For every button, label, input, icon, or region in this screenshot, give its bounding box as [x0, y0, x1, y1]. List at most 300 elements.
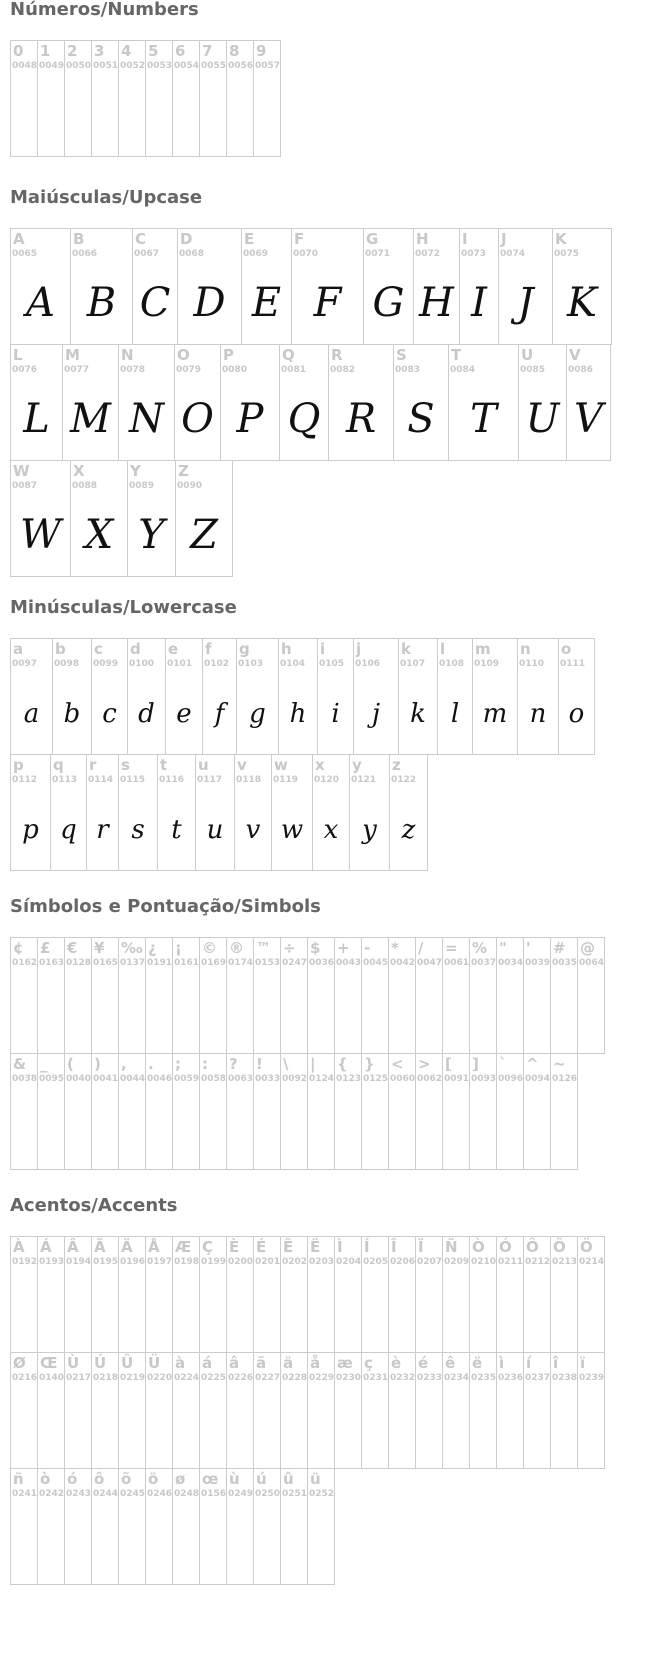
glyph-code: 0128 [66, 958, 92, 968]
glyph-sample: b [63, 699, 81, 729]
glyph-label: K [555, 230, 567, 248]
glyph-cell [226, 1236, 254, 1353]
glyph-code: 0037 [471, 958, 497, 968]
glyph-cell [558, 638, 595, 755]
glyph-sample: L [23, 396, 50, 442]
glyph-row [10, 937, 661, 1053]
glyph-label: Ã [94, 1238, 106, 1256]
glyph-label: u [198, 756, 209, 774]
glyph-cell [334, 1053, 362, 1170]
glyph-cell [280, 937, 308, 1054]
glyph-sample: a [23, 699, 40, 729]
glyph-code: 0066 [72, 249, 98, 259]
glyph-code: 0098 [54, 659, 80, 669]
glyph-code: 0072 [415, 249, 441, 259]
glyph-code: 0226 [228, 1373, 254, 1383]
glyph-cell [10, 638, 53, 755]
section-upcase [10, 188, 661, 576]
glyph-label: õ [121, 1470, 132, 1488]
glyph-cell [291, 228, 364, 345]
glyph-cell [10, 460, 71, 577]
glyph-code: 0052 [120, 61, 146, 71]
glyph-cell [577, 1236, 605, 1353]
glyph-label: v [237, 756, 247, 774]
glyph-cell [37, 1236, 65, 1353]
glyph-label: c [94, 640, 103, 658]
glyph-label: Ä [121, 1238, 133, 1256]
glyph-code: 0230 [336, 1373, 362, 1383]
glyph-label: ü [310, 1470, 321, 1488]
glyph-cell [172, 937, 200, 1054]
glyph-label: : [202, 1055, 208, 1073]
glyph-code: 0103 [238, 659, 264, 669]
glyph-sample: C [139, 280, 171, 326]
glyph-label: æ [337, 1354, 353, 1372]
glyph-label: Â [67, 1238, 79, 1256]
glyph-label: q [53, 756, 64, 774]
glyph-code: 0088 [72, 481, 98, 491]
glyph-label: ‰ [121, 939, 143, 957]
glyph-sample: u [206, 815, 224, 845]
glyph-code: 0040 [66, 1074, 92, 1084]
glyph-code: 0115 [120, 775, 146, 785]
glyph-label: ç [364, 1354, 373, 1372]
glyph-cell [361, 937, 389, 1054]
glyph-code: 0117 [197, 775, 223, 785]
glyph-cell [199, 1352, 227, 1469]
glyph-label: T [451, 346, 462, 364]
glyph-code: 0201 [255, 1257, 281, 1267]
glyph-label: - [364, 939, 371, 957]
glyph-sample: P [236, 396, 264, 442]
glyph-cell [91, 1352, 119, 1469]
glyph-label: O [177, 346, 190, 364]
glyph-label: à [175, 1354, 186, 1372]
glyph-label: í [526, 1354, 532, 1372]
glyph-label: ø [175, 1470, 186, 1488]
glyph-label: ù [229, 1470, 240, 1488]
glyph-cell [552, 228, 612, 345]
glyph-sample: Z [190, 512, 218, 558]
glyph-cell [496, 1236, 524, 1353]
glyph-code: 0116 [159, 775, 185, 785]
glyph-cell [253, 1352, 281, 1469]
glyph-code: 0093 [471, 1074, 497, 1084]
glyph-label: ä [283, 1354, 294, 1372]
glyph-cell [86, 754, 119, 871]
glyph-code: 0210 [471, 1257, 497, 1267]
glyph-code: 0246 [147, 1489, 173, 1499]
glyph-label: 4 [121, 42, 132, 60]
glyph-sample: j [371, 699, 381, 729]
glyph-code: 0083 [395, 365, 421, 375]
glyph-code: 0163 [39, 958, 65, 968]
glyph-cell [393, 344, 449, 461]
glyph-sample: w [280, 815, 304, 845]
glyph-cell [469, 1352, 497, 1469]
glyph-cell [145, 40, 173, 157]
glyph-label: Ó [499, 1238, 512, 1256]
glyph-sample: r [96, 815, 109, 845]
glyph-row [10, 1053, 661, 1169]
glyph-code: 0065 [12, 249, 38, 259]
glyph-label: @ [580, 939, 595, 957]
glyph-code: 0053 [147, 61, 173, 71]
glyph-code: 0109 [474, 659, 500, 669]
glyph-label: ¡ [175, 939, 182, 957]
glyph-cell [199, 937, 227, 1054]
glyph-sample: d [138, 699, 155, 729]
glyph-label: å [310, 1354, 321, 1372]
glyph-code: 0075 [554, 249, 580, 259]
glyph-cell [127, 638, 166, 755]
glyph-label: . [148, 1055, 154, 1073]
glyph-label: R [331, 346, 343, 364]
glyph-label: 8 [229, 42, 240, 60]
glyph-label: Ú [94, 1354, 107, 1372]
glyph-label: ï [580, 1354, 586, 1372]
glyph-cell [118, 1236, 146, 1353]
glyph-cell [199, 1236, 227, 1353]
glyph-cell [10, 754, 51, 871]
glyph-label: $ [310, 939, 321, 957]
glyph-label: y [352, 756, 362, 774]
glyph-cell [388, 937, 416, 1054]
glyph-sample: U [525, 396, 560, 442]
glyph-cell [236, 638, 279, 755]
glyph-code: 0054 [174, 61, 200, 71]
glyph-cell [64, 1468, 92, 1585]
glyph-row [10, 344, 661, 460]
glyph-code: 0217 [66, 1373, 92, 1383]
glyph-cell [64, 1236, 92, 1353]
glyph-row [10, 40, 280, 156]
glyph-cell [220, 344, 280, 461]
glyph-code: 0199 [201, 1257, 227, 1267]
glyph-cell [64, 40, 92, 157]
glyph-label: , [121, 1055, 127, 1073]
glyph-code: 0161 [174, 958, 200, 968]
glyph-sample: g [249, 699, 266, 729]
glyph-code: 0086 [568, 365, 594, 375]
glyph-cell [118, 1053, 146, 1170]
glyph-label: 0 [13, 42, 24, 60]
glyph-cell [226, 40, 254, 157]
glyph-label: n [520, 640, 531, 658]
glyph-label: Ì [337, 1238, 343, 1256]
glyph-code: 0100 [129, 659, 155, 669]
glyph-label: ™ [256, 939, 271, 957]
glyph-code: 0236 [498, 1373, 524, 1383]
glyph-cell [523, 1236, 551, 1353]
glyph-cell [334, 937, 362, 1054]
section-symbols [10, 897, 661, 1169]
glyph-sample: m [482, 699, 508, 729]
glyph-label: f [205, 640, 212, 658]
glyph-code: 0235 [471, 1373, 497, 1383]
glyph-cell [334, 1236, 362, 1353]
glyph-label: È [229, 1238, 240, 1256]
glyph-label: ^ [526, 1055, 539, 1073]
glyph-label: H [416, 230, 429, 248]
glyph-cell [118, 40, 146, 157]
glyph-label: Î [391, 1238, 397, 1256]
glyph-code: 0068 [179, 249, 205, 259]
glyph-code: 0125 [363, 1074, 389, 1084]
glyph-label: # [553, 939, 566, 957]
glyph-label: " [499, 939, 507, 957]
glyph-cell [459, 228, 499, 345]
glyph-code: 0085 [520, 365, 546, 375]
glyph-code: 0051 [93, 61, 119, 71]
glyph-cell [127, 460, 176, 577]
glyph-code: 0069 [243, 249, 269, 259]
glyph-label: Å [148, 1238, 160, 1256]
glyph-cell [10, 1053, 38, 1170]
glyph-cell [334, 1352, 362, 1469]
glyph-label: ì [499, 1354, 505, 1372]
glyph-label: ? [229, 1055, 238, 1073]
glyph-cell [157, 754, 196, 871]
glyph-cell [118, 344, 175, 461]
glyph-label: e [168, 640, 179, 658]
glyph-code: 0243 [66, 1489, 92, 1499]
glyph-row [10, 638, 661, 754]
glyph-code: 0101 [167, 659, 193, 669]
glyph-cell [349, 754, 390, 871]
glyph-cell [496, 1053, 524, 1170]
glyph-sample: G [372, 280, 405, 326]
glyph-cell [361, 1053, 389, 1170]
glyph-sample: O [181, 396, 214, 442]
glyph-code: 0044 [120, 1074, 146, 1084]
glyph-cell [37, 1053, 65, 1170]
glyph-label: Œ [40, 1354, 58, 1372]
glyph-sample: v [245, 815, 261, 845]
glyph-code: 0244 [93, 1489, 119, 1499]
glyph-label: î [553, 1354, 559, 1372]
glyph-cell [64, 1053, 92, 1170]
glyph-sample: Q [287, 396, 321, 442]
glyph-cell [353, 638, 399, 755]
glyph-label: | [310, 1055, 316, 1073]
glyph-row [10, 1468, 661, 1584]
glyph-label: 5 [148, 42, 159, 60]
glyph-code: 0107 [400, 659, 426, 669]
glyph-label: Ø [13, 1354, 26, 1372]
glyph-code: 0095 [39, 1074, 65, 1084]
glyph-code: 0089 [129, 481, 155, 491]
glyph-code: 0104 [280, 659, 306, 669]
glyph-sample: N [129, 396, 164, 442]
glyph-label: i [320, 640, 326, 658]
glyph-label: ! [256, 1055, 263, 1073]
glyph-label: g [239, 640, 250, 658]
glyph-code: 0239 [579, 1373, 605, 1383]
glyph-cell [91, 1053, 119, 1170]
glyph-label: Z [178, 462, 189, 480]
glyph-cell [145, 1236, 173, 1353]
glyph-label: Ï [418, 1238, 424, 1256]
glyph-label: C [135, 230, 147, 248]
glyph-sample: T [470, 396, 497, 442]
glyph-code: 0234 [444, 1373, 470, 1383]
glyph-cell [307, 1352, 335, 1469]
glyph-sample: X [84, 512, 114, 558]
glyph-code: 0059 [174, 1074, 200, 1084]
glyph-label: + [337, 939, 350, 957]
glyph-label: j [356, 640, 362, 658]
glyph-code: 0099 [93, 659, 119, 669]
glyph-code: 0096 [498, 1074, 524, 1084]
glyph-code: 0248 [174, 1489, 200, 1499]
glyph-cell [253, 40, 281, 157]
glyph-sample: I [471, 280, 487, 326]
glyph-cell [172, 1468, 200, 1585]
glyph-label: z [392, 756, 401, 774]
glyph-sample: J [517, 280, 534, 326]
glyph-code: 0063 [228, 1074, 254, 1084]
glyph-code: 0114 [88, 775, 114, 785]
glyph-code: 0126 [552, 1074, 578, 1084]
glyph-code: 0237 [525, 1373, 551, 1383]
glyph-label: ÷ [283, 939, 296, 957]
glyph-cell [199, 40, 227, 157]
glyph-label: & [13, 1055, 27, 1073]
glyph-cell [415, 1352, 443, 1469]
glyph-label: P [223, 346, 234, 364]
glyph-label: ~ [553, 1055, 566, 1073]
glyph-code: 0247 [282, 958, 308, 968]
glyph-label: l [440, 640, 446, 658]
glyph-code: 0203 [309, 1257, 335, 1267]
glyph-cell [91, 40, 119, 157]
glyph-code: 0070 [293, 249, 319, 259]
glyph-label: á [202, 1354, 213, 1372]
glyph-code: 0041 [93, 1074, 119, 1084]
glyph-cell [10, 40, 38, 157]
glyph-sample: i [331, 699, 340, 729]
glyph-label: k [401, 640, 411, 658]
glyph-cell [442, 1236, 470, 1353]
glyph-label: É [256, 1238, 267, 1256]
glyph-code: 0202 [282, 1257, 308, 1267]
glyph-label: ö [148, 1470, 159, 1488]
glyph-label: t [160, 756, 168, 774]
glyph-code: 0113 [52, 775, 78, 785]
glyph-code: 0229 [309, 1373, 335, 1383]
glyph-cell [91, 937, 119, 1054]
glyph-label: 7 [202, 42, 213, 60]
glyph-cell [279, 344, 329, 461]
glyph-code: 0212 [525, 1257, 551, 1267]
glyph-label: S [396, 346, 407, 364]
glyph-code: 0112 [12, 775, 38, 785]
glyph-sample: R [345, 396, 377, 442]
glyph-label: 6 [175, 42, 186, 60]
glyph-code: 0062 [417, 1074, 443, 1084]
glyph-label: > [418, 1055, 431, 1073]
glyph-grid [10, 937, 661, 1169]
glyph-code: 0081 [281, 365, 307, 375]
glyph-sample: M [70, 396, 111, 442]
glyph-label: 9 [256, 42, 267, 60]
glyph-cell [70, 228, 133, 345]
glyph-code: 0049 [39, 61, 65, 71]
glyph-label: 3 [94, 42, 105, 60]
glyph-cell [177, 228, 242, 345]
glyph-label: % [472, 939, 488, 957]
glyph-label: ¢ [13, 939, 24, 957]
glyph-cell [172, 40, 200, 157]
glyph-code: 0232 [390, 1373, 416, 1383]
glyph-cell [523, 1352, 551, 1469]
glyph-cell [145, 1352, 173, 1469]
glyph-code: 0245 [120, 1489, 146, 1499]
glyph-sample: W [19, 512, 62, 558]
glyph-label: X [73, 462, 85, 480]
glyph-cell [361, 1352, 389, 1469]
glyph-label: / [418, 939, 424, 957]
glyph-code: 0206 [390, 1257, 416, 1267]
section-lowercase [10, 598, 661, 870]
glyph-label: E [244, 230, 255, 248]
glyph-code: 0097 [12, 659, 38, 669]
glyph-cell [145, 1053, 173, 1170]
glyph-cell [172, 1236, 200, 1353]
glyph-code: 0214 [579, 1257, 605, 1267]
glyph-sample: B [86, 280, 117, 326]
glyph-code: 0067 [134, 249, 160, 259]
glyph-label: W [13, 462, 30, 480]
glyph-code: 0119 [273, 775, 299, 785]
glyph-code: 0056 [228, 61, 254, 71]
glyph-cell [566, 344, 611, 461]
glyph-label: b [55, 640, 66, 658]
glyph-label: Õ [553, 1238, 566, 1256]
glyph-cell [278, 638, 318, 755]
glyph-cell [253, 1236, 281, 1353]
glyph-sample: o [568, 699, 585, 729]
glyph-cell [118, 1352, 146, 1469]
glyph-grid [10, 1236, 661, 1584]
glyph-label: ú [256, 1470, 267, 1488]
glyph-cell [389, 754, 428, 871]
glyph-code: 0042 [390, 958, 416, 968]
glyph-sample: l [450, 699, 460, 729]
glyph-sample: t [171, 815, 182, 845]
glyph-cell [388, 1236, 416, 1353]
glyph-cell [37, 1352, 65, 1469]
glyph-code: 0118 [236, 775, 262, 785]
glyph-code: 0196 [120, 1257, 146, 1267]
glyph-cell [328, 344, 394, 461]
glyph-label: I [462, 230, 468, 248]
glyph-row [10, 1352, 661, 1468]
glyph-code: 0193 [39, 1257, 65, 1267]
glyph-code: 0092 [282, 1074, 308, 1084]
glyph-sample: Y [138, 512, 165, 558]
glyph-label: Q [282, 346, 295, 364]
glyph-code: 0219 [120, 1373, 146, 1383]
glyph-code: 0071 [365, 249, 391, 259]
glyph-code: 0123 [336, 1074, 362, 1084]
glyph-label: r [89, 756, 97, 774]
glyph-code: 0211 [498, 1257, 524, 1267]
glyph-cell [388, 1053, 416, 1170]
glyph-code: 0110 [519, 659, 545, 669]
glyph-code: 0250 [255, 1489, 281, 1499]
